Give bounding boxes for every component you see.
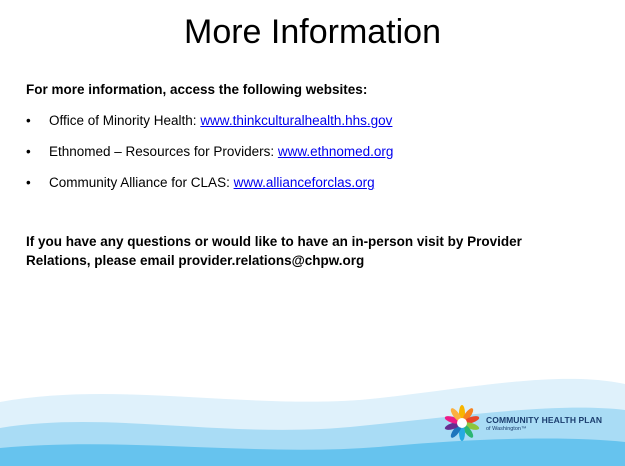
website-list — [26, 112, 393, 205]
thinkculturalhealth-link[interactable]: www.thinkculturalhealth.hhs.gov — [200, 113, 393, 128]
ethnomed-link[interactable]: www.ethnomed.org — [277, 144, 394, 159]
bullet: • — [26, 113, 31, 128]
intro-text: For more information, access the following websites: — [26, 82, 368, 97]
bullet: • — [26, 175, 31, 190]
bullet: • — [26, 144, 31, 159]
link-label: Ethnomed – Resources for Providers: — [49, 144, 278, 159]
contact-text: If you have any questions or would like to have an in-person visit by Provider Relations, please email provider.relations@chpw.org — [26, 234, 522, 268]
list-item — [26, 112, 393, 143]
list-item — [26, 174, 393, 205]
slide-title: More Information — [184, 13, 441, 51]
link-label: Community Alliance for CLAS: — [49, 175, 234, 190]
chpw-logo — [442, 403, 617, 445]
logo-name: COMMUNITY HEALTH PLAN — [486, 415, 603, 425]
logo-subtitle: of Washington™ — [486, 426, 527, 432]
sunburst-logo-icon — [442, 403, 482, 443]
allianceforclas-link[interactable]: www.allianceforclas.org — [233, 175, 375, 190]
list-item — [26, 143, 393, 174]
link-label: Office of Minority Health: — [49, 113, 201, 128]
